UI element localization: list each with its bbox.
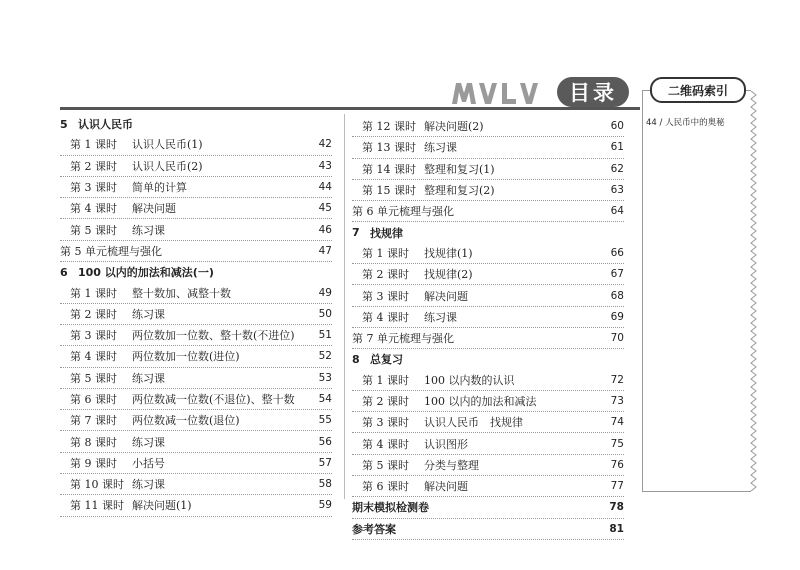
page-number: 76 xyxy=(610,458,624,471)
entry-title: 第 7 单元梳理与强化 xyxy=(352,332,454,346)
lesson-entry[interactable] xyxy=(60,134,332,155)
lesson-number: 第 6 课时 xyxy=(70,393,117,406)
page-number: 75 xyxy=(610,437,624,450)
lesson-entry[interactable] xyxy=(352,370,624,391)
page-number: 44 xyxy=(318,181,332,194)
lesson-title: 练习课 xyxy=(132,435,165,449)
unit-title: 100 以内的加法和减法(一) xyxy=(78,266,214,280)
lesson-number: 第 14 课时 xyxy=(362,162,416,176)
lesson-number: 第 3 课时 xyxy=(70,181,117,195)
lesson-number: 第 12 课时 xyxy=(362,120,416,134)
page-number: 55 xyxy=(318,414,332,427)
lesson-entry[interactable] xyxy=(60,495,332,516)
page-number: 69 xyxy=(610,310,624,323)
lesson-title: 解决问题(2) xyxy=(424,120,484,134)
page-number: 42 xyxy=(318,138,332,151)
lesson-entry[interactable] xyxy=(60,177,332,198)
page-number: 53 xyxy=(318,371,332,384)
lesson-entry[interactable] xyxy=(352,433,624,454)
page-number: 77 xyxy=(610,480,624,493)
lesson-title: 练习课 xyxy=(132,371,165,385)
page-number: 49 xyxy=(318,286,332,299)
lesson-entry[interactable] xyxy=(60,198,332,219)
lesson-title: 认识人民币 找规律 xyxy=(424,416,523,430)
lesson-title: 整十数加、减整十数 xyxy=(132,286,231,300)
lesson-number: 第 5 课时 xyxy=(362,458,409,472)
lesson-title: 认识人民币(1) xyxy=(132,138,203,152)
page-number: 73 xyxy=(610,395,624,407)
lesson-number: 第 9 课时 xyxy=(70,456,117,470)
lesson-number: 第 11 课时 xyxy=(70,499,124,513)
lesson-entry[interactable] xyxy=(60,282,332,303)
lesson-entry[interactable] xyxy=(352,476,624,497)
page-number: 66 xyxy=(610,246,624,259)
lesson-entry[interactable] xyxy=(60,219,332,240)
lesson-number: 第 1 课时 xyxy=(70,138,117,152)
lesson-number: 第 15 课时 xyxy=(362,184,416,198)
lesson-title: 认识图形 xyxy=(424,437,468,451)
top-level-entry[interactable] xyxy=(352,497,624,518)
toc-title-badge: 目录 xyxy=(557,77,629,107)
page-number: 68 xyxy=(610,289,624,302)
lesson-number: 第 3 课时 xyxy=(362,289,409,303)
page-number: 52 xyxy=(318,350,332,363)
lesson-entry[interactable] xyxy=(352,412,624,433)
torn-edge-decoration xyxy=(750,91,758,491)
unit-heading xyxy=(352,349,624,369)
page-number: 63 xyxy=(610,184,624,197)
page-number: 78 xyxy=(609,501,624,514)
lesson-entry[interactable] xyxy=(352,243,624,264)
page-number: 57 xyxy=(318,456,332,469)
unit-review-entry[interactable] xyxy=(60,241,332,262)
lesson-number: 第 8 课时 xyxy=(70,435,117,449)
toc-left-column xyxy=(60,114,332,517)
lesson-number: 第 3 课时 xyxy=(362,416,409,430)
lesson-number: 第 2 课时 xyxy=(70,159,117,173)
lesson-title: 练习课 xyxy=(132,223,165,237)
unit-heading xyxy=(60,114,332,134)
lesson-title: 认识人民币(2) xyxy=(132,159,203,173)
lesson-title: 练习课 xyxy=(132,307,165,321)
lesson-entry[interactable] xyxy=(352,455,624,476)
lesson-title: 两位数加一位数、整十数(不进位) xyxy=(132,329,295,343)
page-number: 67 xyxy=(610,268,624,281)
lesson-entry[interactable] xyxy=(60,453,332,474)
lesson-title: 100 以内数的认识 xyxy=(424,373,515,387)
entry-title: 参考答案 xyxy=(352,522,396,536)
lesson-entry[interactable] xyxy=(352,137,624,158)
entry-title: 期末模拟检测卷 xyxy=(352,501,429,515)
page-number: 74 xyxy=(610,416,624,429)
lesson-number: 第 4 课时 xyxy=(70,202,117,216)
lesson-number: 第 3 课时 xyxy=(70,329,117,343)
lesson-title: 练习课 xyxy=(424,310,457,324)
lesson-entry[interactable] xyxy=(352,391,624,412)
lesson-title: 解决问题 xyxy=(424,480,468,494)
page-number: 60 xyxy=(610,120,624,133)
page-number: 50 xyxy=(318,307,332,320)
lesson-number: 第 1 课时 xyxy=(70,286,117,300)
lesson-title: 两位数减一位数(不退位)、整十数 xyxy=(132,393,295,406)
title-underline xyxy=(60,107,640,110)
page-number: 54 xyxy=(318,393,332,405)
lesson-entry[interactable] xyxy=(60,346,332,367)
lesson-entry[interactable] xyxy=(60,368,332,389)
unit-number: 8 xyxy=(352,352,360,366)
toc-right-column xyxy=(352,116,624,540)
lesson-number: 第 10 课时 xyxy=(70,478,124,492)
unit-heading xyxy=(60,262,332,282)
lesson-title: 100 以内的加法和减法 xyxy=(424,395,537,408)
lesson-entry[interactable] xyxy=(352,264,624,285)
qr-index-title: 二维码索引 xyxy=(650,77,746,103)
lesson-number: 第 1 课时 xyxy=(362,373,409,387)
lesson-number: 第 4 课时 xyxy=(362,437,409,451)
lesson-entry[interactable] xyxy=(60,410,332,431)
lesson-title: 两位数加一位数(进位) xyxy=(132,350,240,364)
unit-title: 认识人民币 xyxy=(78,118,133,132)
page-number: 51 xyxy=(318,329,332,342)
lesson-entry[interactable] xyxy=(352,116,624,137)
lesson-entry[interactable] xyxy=(60,325,332,346)
lesson-title: 小括号 xyxy=(132,456,165,470)
lesson-title: 解决问题(1) xyxy=(132,499,192,513)
lesson-number: 第 4 课时 xyxy=(362,310,409,324)
lesson-title: 找规律(2) xyxy=(424,268,473,282)
lesson-title: 练习课 xyxy=(132,478,165,492)
lesson-title: 整理和复习(1) xyxy=(424,162,495,176)
unit-number: 6 xyxy=(60,265,68,279)
page-number: 81 xyxy=(609,522,624,535)
unit-review-entry[interactable] xyxy=(352,328,624,349)
page-number: 46 xyxy=(318,223,332,236)
lesson-title: 练习课 xyxy=(424,141,457,155)
lesson-entry[interactable] xyxy=(352,159,624,180)
lesson-title: 整理和复习(2) xyxy=(424,184,495,198)
lesson-number: 第 2 课时 xyxy=(362,395,409,408)
lesson-number: 第 13 课时 xyxy=(362,141,416,155)
qr-index-panel xyxy=(642,90,751,492)
unit-review-entry[interactable] xyxy=(352,201,624,222)
page-number: 64 xyxy=(610,205,624,218)
unit-number: 5 xyxy=(60,117,68,131)
unit-title: 找规律 xyxy=(370,226,403,240)
lesson-entry[interactable] xyxy=(60,156,332,177)
lesson-entry[interactable] xyxy=(60,389,332,410)
mvlv-logo xyxy=(450,80,555,106)
lesson-title: 简单的计算 xyxy=(132,181,187,195)
lesson-number: 第 2 课时 xyxy=(70,307,117,321)
lesson-number: 第 1 课时 xyxy=(362,246,409,260)
lesson-title: 找规律(1) xyxy=(424,246,473,260)
page-number: 70 xyxy=(610,332,624,345)
lesson-entry[interactable] xyxy=(352,307,624,328)
lesson-entry[interactable] xyxy=(60,431,332,452)
page-number: 43 xyxy=(318,159,332,172)
page-number: 58 xyxy=(318,478,332,491)
top-level-entry[interactable] xyxy=(352,519,624,540)
entry-title: 第 5 单元梳理与强化 xyxy=(60,244,162,258)
unit-number: 7 xyxy=(352,226,360,240)
lesson-entry[interactable] xyxy=(60,474,332,495)
page-number: 47 xyxy=(318,244,332,257)
lesson-entry[interactable] xyxy=(352,285,624,306)
lesson-title: 解决问题 xyxy=(132,202,176,216)
lesson-entry[interactable] xyxy=(60,304,332,325)
lesson-title: 解决问题 xyxy=(424,289,468,303)
lesson-number: 第 7 课时 xyxy=(70,414,117,428)
lesson-number: 第 2 课时 xyxy=(362,268,409,282)
page-number: 45 xyxy=(318,202,332,215)
lesson-entry[interactable] xyxy=(352,180,624,201)
lesson-number: 第 5 课时 xyxy=(70,223,117,237)
entry-title: 第 6 单元梳理与强化 xyxy=(352,205,454,219)
unit-heading xyxy=(352,222,624,242)
page-number: 59 xyxy=(318,499,332,512)
column-divider xyxy=(344,114,345,499)
unit-title: 总复习 xyxy=(370,353,403,367)
page-number: 61 xyxy=(610,141,624,154)
lesson-number: 第 5 课时 xyxy=(70,371,117,385)
lesson-title: 分类与整理 xyxy=(424,458,479,472)
page-number: 72 xyxy=(610,373,624,386)
lesson-number: 第 4 课时 xyxy=(70,350,117,364)
page-number: 62 xyxy=(610,162,624,175)
page-number: 56 xyxy=(318,435,332,448)
lesson-title: 两位数减一位数(退位) xyxy=(132,414,240,428)
qr-index-item[interactable]: 44 / 人民币中的奥秘 xyxy=(646,118,725,128)
lesson-number: 第 6 课时 xyxy=(362,480,409,494)
